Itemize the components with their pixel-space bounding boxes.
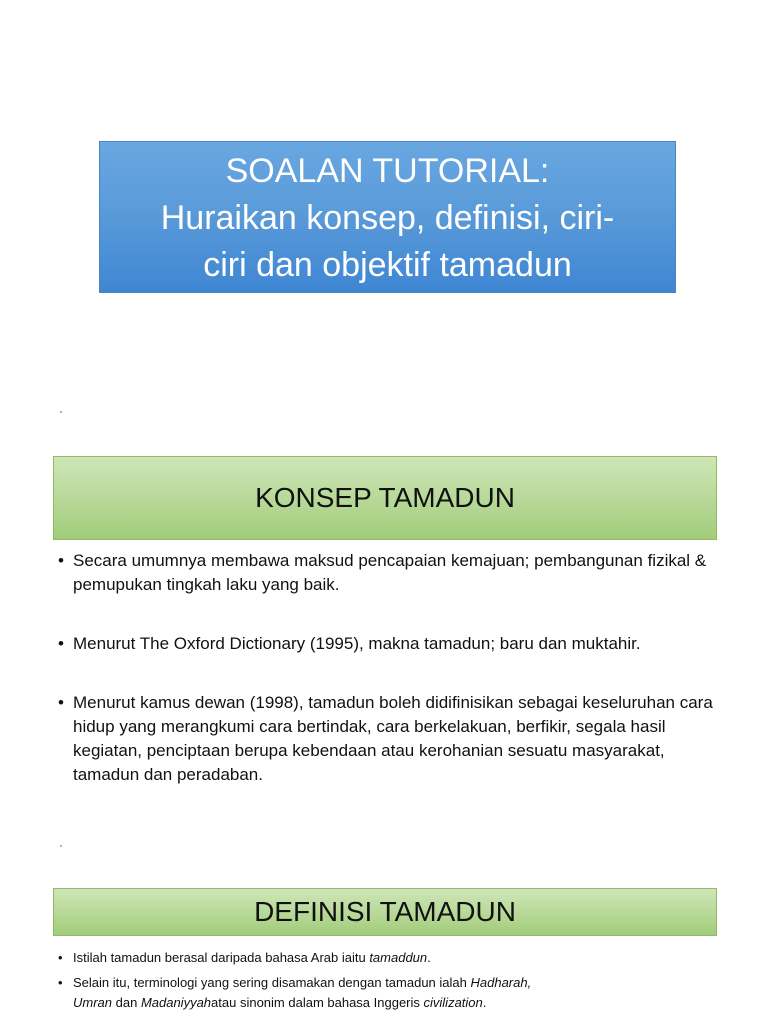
definisi-bullet-1-italic: tamaddun	[369, 950, 428, 965]
definisi-bullet-list	[58, 948, 718, 1018]
konsep-heading-box	[53, 456, 717, 540]
definisi-bullet-1	[58, 948, 718, 968]
definisi-bullet-2-italic-4: civilization	[423, 995, 483, 1010]
definisi-heading-box	[53, 888, 717, 936]
definisi-bullet-2-italic-3: Madaniyyah	[140, 995, 212, 1010]
definisi-bullet-2	[58, 973, 718, 1013]
definisi-bullet-2-text-1: Selain itu, terminologi yang sering disamakan dengan tamadun ialah	[73, 975, 471, 990]
definisi-heading: DEFINISI TAMADUN	[254, 896, 516, 927]
title-line-2: Huraikan konsep, definisi, ciri-	[160, 198, 615, 237]
definisi-bullet-2-italic-1: Hadharah,	[470, 975, 532, 990]
konsep-heading: KONSEP TAMADUN	[255, 482, 515, 513]
definisi-bullet-2-text-3: atau sinonim dalam bahasa Inggeris	[211, 995, 424, 1010]
stray-dot-mark	[60, 845, 62, 847]
definisi-bullet-2-italic-2: Umran	[73, 995, 113, 1010]
definisi-bullet-2-text-2: dan	[112, 995, 141, 1010]
konsep-bullet-list	[58, 549, 718, 822]
tutorial-title-box	[99, 141, 676, 293]
definisi-bullet-1-end: .	[427, 950, 431, 965]
definisi-bullet-2-end: .	[482, 995, 487, 1010]
title-line-3: ciri dan objektif tamadun	[203, 245, 572, 284]
title-line-1: SOALAN TUTORIAL:	[225, 151, 550, 190]
konsep-bullet-1: • Secara umumnya membawa maksud pencapaian kemajuan; pembangunan fizikal & pemupukan tingkah laku yang baik.	[58, 549, 718, 597]
konsep-bullet-2: • Menurut The Oxford Dictionary (1995), makna tamadun; baru dan muktahir.	[58, 632, 718, 656]
konsep-bullet-3: • Menurut kamus dewan (1998), tamadun boleh didifinisikan sebagai keseluruhan cara hidup yang merangkumi cara bertindak, cara berkelakuan, berfikir, segala hasil kegiatan, penciptaan berupa kebendaan atau kerohanian sesuatu masyarakat, tamadun dan peradaban.	[58, 691, 718, 787]
definisi-bullet-1-text: Istilah tamadun berasal daripada bahasa Arab iaitu	[73, 950, 370, 965]
stray-dot-mark	[60, 411, 62, 413]
